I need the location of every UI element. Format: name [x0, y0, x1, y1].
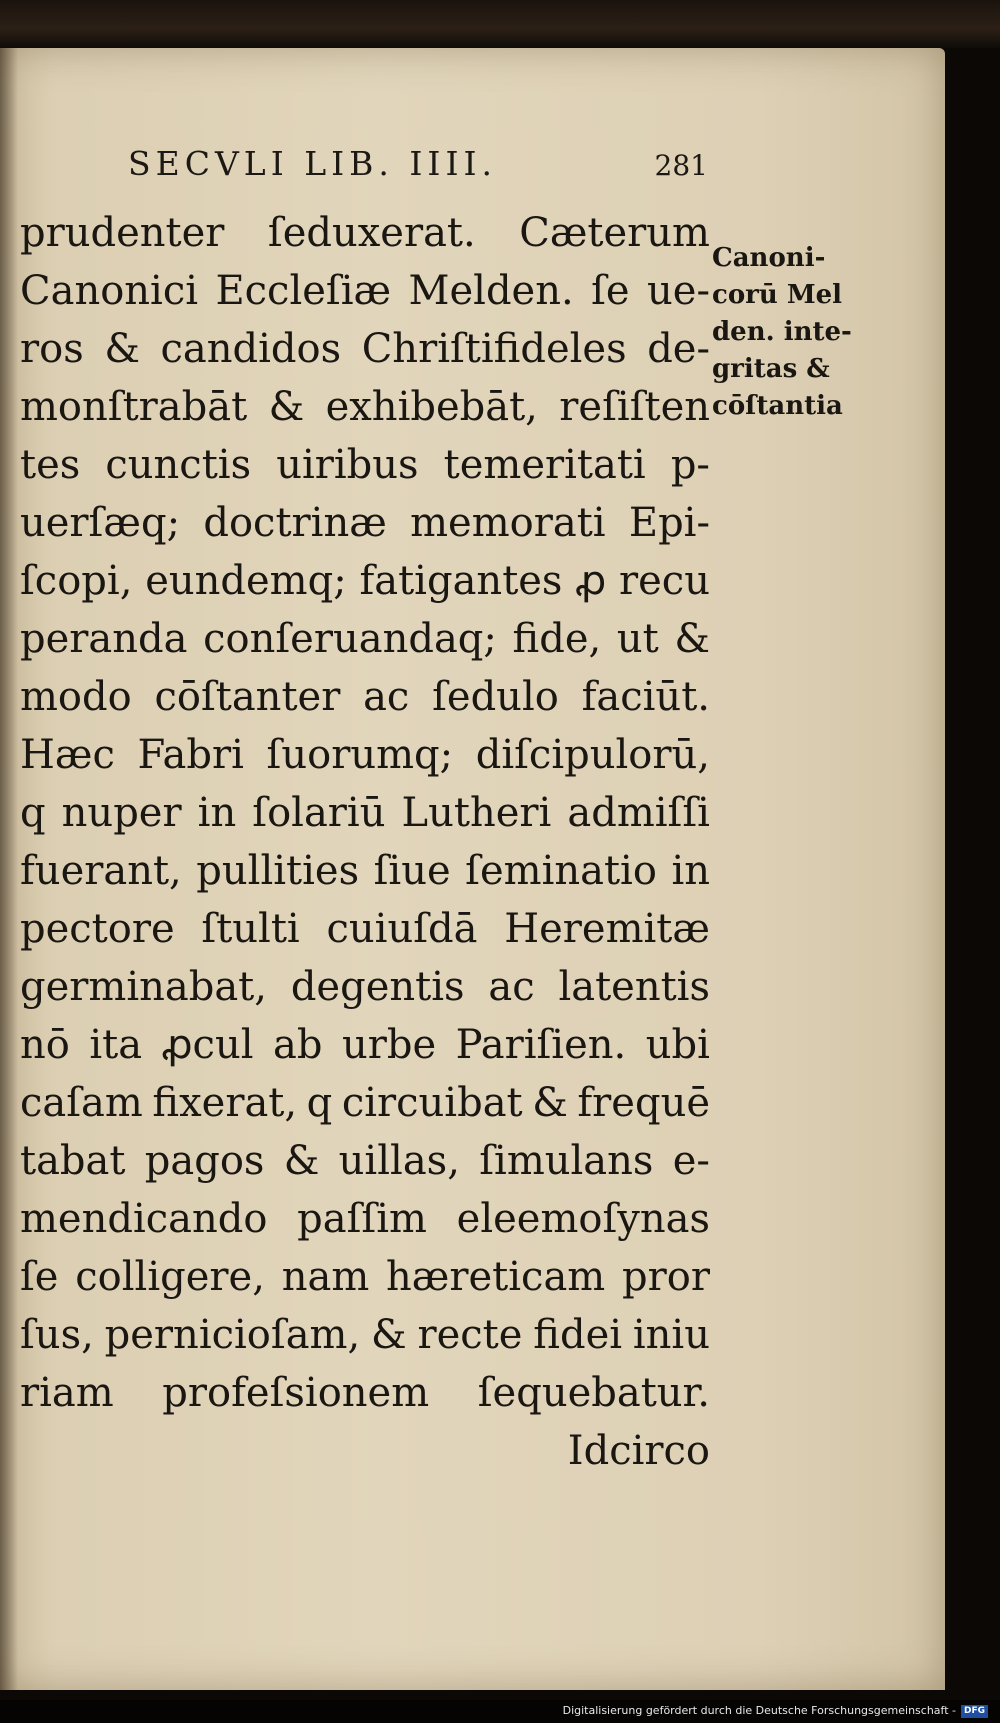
word: paſſim	[297, 1196, 427, 1242]
text-line	[20, 958, 710, 1016]
word: cōſtanter	[154, 674, 341, 720]
word: conſeruandaq;	[203, 616, 497, 662]
word: ac	[363, 674, 410, 720]
word: prudenter	[20, 210, 225, 256]
body-text	[20, 204, 710, 1480]
word: ſe	[591, 268, 630, 314]
word: ꝓ	[575, 558, 607, 604]
word: iniu	[632, 1312, 710, 1358]
word: nuper	[61, 790, 182, 836]
digitization-credit	[563, 1702, 988, 1720]
word: ros	[20, 326, 84, 372]
word: p-	[670, 442, 710, 488]
marginal-note-line: Canoni-	[712, 243, 826, 273]
word: eundemq;	[145, 558, 347, 604]
word: de-	[647, 326, 710, 372]
word: faciūt.	[581, 674, 710, 720]
marginal-note-line: gritas &	[712, 354, 830, 384]
text-line	[20, 1190, 710, 1248]
word: nam	[281, 1254, 370, 1300]
word: fuerant,	[20, 848, 182, 894]
word: Cæterum	[519, 210, 710, 256]
word: ſolariū	[252, 790, 386, 836]
word: profeſsionem	[162, 1370, 430, 1416]
word: ſeduxerat.	[267, 210, 476, 256]
word: hæreticam	[386, 1254, 606, 1300]
word: pernicioſam,	[104, 1312, 361, 1358]
word: e-	[672, 1138, 710, 1184]
text-line	[20, 320, 710, 378]
word: doctrinæ	[203, 500, 387, 546]
text-line	[20, 610, 710, 668]
dfg-logo: DFG	[961, 1705, 988, 1718]
word: Chriſtifideles	[361, 326, 627, 372]
word: fixerat,	[152, 1080, 298, 1126]
text-line	[20, 552, 710, 610]
word: recte	[417, 1312, 523, 1358]
word: ſuorumq;	[266, 732, 454, 778]
word: &	[268, 384, 305, 430]
word: fide,	[512, 616, 602, 662]
word: circuibat	[341, 1080, 523, 1126]
word: in	[197, 790, 237, 836]
text-line	[20, 204, 710, 262]
word: ſus,	[20, 1312, 94, 1358]
marginal-note-line: corū Mel	[712, 280, 843, 310]
word: ſimulans	[479, 1138, 654, 1184]
word: urbe	[341, 1022, 437, 1068]
text-line	[20, 494, 710, 552]
word: admiſſi	[567, 790, 710, 836]
word: frequē	[577, 1080, 710, 1126]
word: ut	[616, 616, 659, 662]
word: degentis	[290, 964, 465, 1010]
word: cuiuſdā	[326, 906, 478, 952]
word: cunctis	[105, 442, 252, 488]
word: fidei	[533, 1312, 623, 1358]
word: ſe	[20, 1254, 59, 1300]
word: Pariſien.	[455, 1022, 627, 1068]
word: ac	[488, 964, 535, 1010]
word: pror	[622, 1254, 710, 1300]
text-line	[20, 1248, 710, 1306]
word: pectore	[20, 906, 175, 952]
word: germinabat,	[20, 964, 267, 1010]
word: ſtulti	[201, 906, 300, 952]
word: ſedulo	[432, 674, 559, 720]
word: eleemoſynas	[456, 1196, 710, 1242]
word: pullities	[196, 848, 360, 894]
word: temeritati	[443, 442, 646, 488]
word: Epi-	[628, 500, 710, 546]
text-line	[20, 726, 710, 784]
text-line	[20, 1364, 710, 1422]
text-line	[20, 668, 710, 726]
running-title: SECVLI LIB. IIII.	[128, 144, 498, 183]
word: &	[104, 326, 140, 372]
word: ubi	[645, 1022, 710, 1068]
text-line	[20, 1016, 710, 1074]
word: diſcipulorū,	[475, 732, 710, 778]
word: Canonici	[20, 268, 199, 314]
word: caſam	[20, 1080, 143, 1126]
book-top-edge	[0, 0, 1000, 48]
marginal-note-line: den. inte-	[712, 317, 852, 347]
word: nō	[20, 1022, 70, 1068]
word: ita	[89, 1022, 143, 1068]
text-line	[20, 262, 710, 320]
word: Melden.	[408, 268, 574, 314]
word: q	[306, 1080, 333, 1126]
catchword-line	[20, 1422, 710, 1480]
word: candidos	[160, 326, 342, 372]
word: ſequebatur.	[477, 1370, 710, 1416]
word: Fabri	[137, 732, 244, 778]
word: exhibebāt,	[325, 384, 538, 430]
text-line	[20, 784, 710, 842]
word: mendicando	[20, 1196, 268, 1242]
spine-shadow	[0, 48, 18, 1690]
marginal-note	[712, 240, 852, 425]
text-line	[20, 378, 710, 436]
word: fatigantes	[359, 558, 563, 604]
word: &	[283, 1138, 320, 1184]
word: Heremitæ	[504, 906, 710, 952]
text-line	[20, 900, 710, 958]
word: latentis	[558, 964, 710, 1010]
word: uiribus	[276, 442, 419, 488]
word: tes	[20, 442, 81, 488]
text-line	[20, 1306, 710, 1364]
word: ꝓcul	[161, 1022, 254, 1068]
word: reſiſten	[559, 384, 710, 430]
word: monſtrabāt	[20, 384, 248, 430]
credit-text: Digitalisierung gefördert durch die Deutsche Forschungsgemeinschaft -	[562, 1704, 956, 1717]
word: Hæc	[20, 732, 115, 778]
word: ſiue	[373, 848, 451, 894]
word: &	[371, 1312, 407, 1358]
running-header	[128, 144, 708, 194]
word: uillas,	[338, 1138, 460, 1184]
text-line	[20, 436, 710, 494]
word: ſeminatio	[465, 848, 657, 894]
word: ſcopi,	[20, 558, 133, 604]
word: in	[671, 848, 710, 894]
text-line	[20, 1132, 710, 1190]
word: ue-	[647, 268, 710, 314]
word: riam	[20, 1370, 114, 1416]
word: &	[674, 616, 710, 662]
word: &	[532, 1080, 568, 1126]
word: uerſæq;	[20, 500, 181, 546]
text-line	[20, 1074, 710, 1132]
word: pagos	[144, 1138, 265, 1184]
word: Lutheri	[401, 790, 552, 836]
catchword: Idcirco	[567, 1428, 710, 1474]
word: ab	[273, 1022, 323, 1068]
word: Eccleſiæ	[215, 268, 392, 314]
word: modo	[20, 674, 132, 720]
word: recu	[619, 558, 710, 604]
word: memorati	[410, 500, 606, 546]
text-line	[20, 842, 710, 900]
word: tabat	[20, 1138, 126, 1184]
word: q	[20, 790, 46, 836]
word: colligere,	[75, 1254, 265, 1300]
marginal-note-line: cōſtantia	[712, 391, 843, 421]
word: peranda	[20, 616, 188, 662]
page-number: 281	[654, 149, 708, 182]
